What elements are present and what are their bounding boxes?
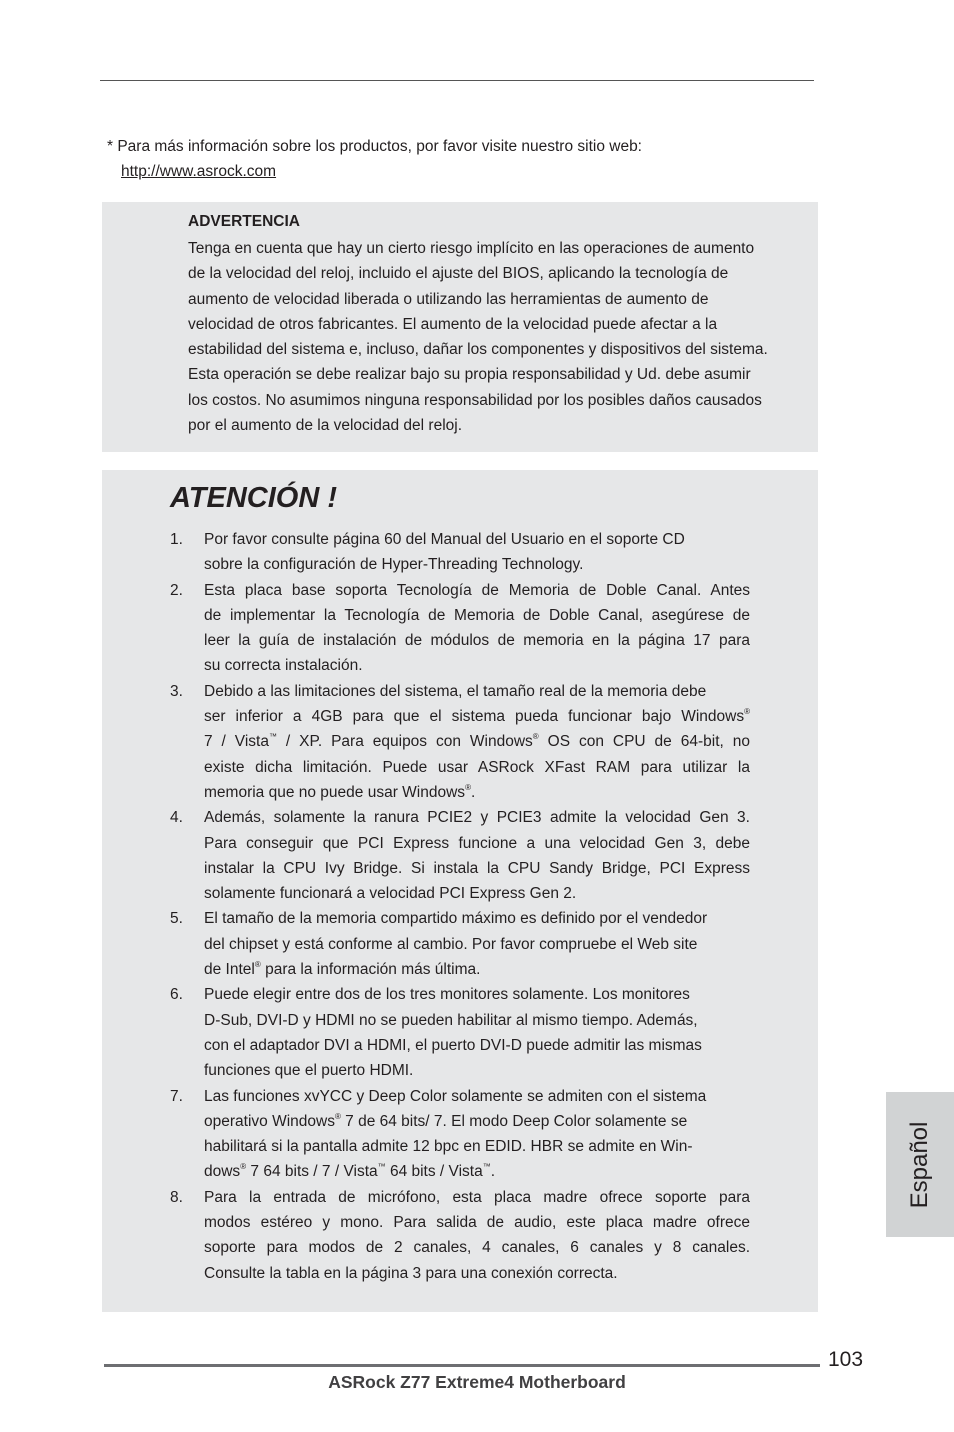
top-divider [100, 80, 814, 81]
page-number: 103 [828, 1348, 864, 1371]
list-item [170, 982, 750, 1083]
list-item-line: soporte para modos de 2 canales, 4 canales, 6 canales y 8 canales. [204, 1239, 750, 1257]
list-item [170, 906, 750, 982]
list-item-line: Por favor consulte página 60 del Manual del Usuario en el soporte CD [204, 531, 685, 548]
warning-line: velocidad de otros fabricantes. El aumento de la velocidad puede afectar a la [188, 315, 718, 333]
list-item-line: 7 / Vista™ / XP. Para equipos con Windows® OS con CPU de 64-bit, no [204, 732, 750, 751]
list-item-line: instalar la CPU Ivy Bridge. Si instala la CPU Sandy Bridge, PCI Express [204, 859, 750, 877]
list-item-line: El tamaño de la memoria compartido máximo es definido por el vendedor [204, 910, 708, 928]
warning-title: ADVERTENCIA [188, 213, 300, 230]
list-item-line: solamente funcionará a velocidad PCI Express Gen 2. [204, 885, 577, 903]
list-item-line: D-Sub, DVI-D y HDMI no se pueden habilitar al mismo tiempo. Además, [204, 1011, 698, 1029]
warning-line: estabilidad del sistema e, incluso, dañar los componentes y dispositivos del sistema. [188, 341, 768, 359]
website-link[interactable]: http://www.asrock.com [121, 163, 277, 180]
list-item-number: 6. [170, 986, 183, 1004]
list-item-line: Para conseguir que PCI Express funcione a una velocidad Gen 3, debe [204, 834, 750, 852]
attention-list [170, 527, 750, 1286]
list-item-line: Además, solamente la ranura PCIE2 y PCIE3 admite la velocidad Gen 3. [204, 809, 750, 827]
list-item [170, 805, 750, 906]
info-note [107, 134, 642, 184]
list-item-number: 8. [170, 1188, 183, 1206]
list-item-line: Puede elegir entre dos de los tres monitores solamente. Los monitores [204, 986, 690, 1004]
list-item-line: habilitará si la pantalla admite 12 bpc en EDID. HBR se admite en Win- [204, 1138, 693, 1156]
list-item-number: 7. [170, 1087, 183, 1105]
list-item-line: existe dicha limitación. Puede usar ASRock XFast RAM para utilizar la [204, 758, 750, 776]
list-item-line: Consulte la tabla en la página 3 para una conexión correcta. [204, 1264, 618, 1282]
list-item-line: de Intel® para la información más última. [204, 960, 481, 979]
list-item [170, 527, 750, 578]
warning-line: aumento de velocidad liberada o utilizando las herramientas de aumento de [188, 290, 709, 308]
list-item-line: con el adaptador DVI a HDMI, el puerto DVI-D puede admitir las mismas [204, 1036, 702, 1054]
language-tab-label: Español [906, 1121, 933, 1208]
list-item-line: Para la entrada de micrófono, esta placa madre ofrece soporte para [204, 1188, 750, 1206]
list-item-line: sobre la configuración de Hyper-Threading Technology. [204, 556, 584, 574]
bottom-divider [104, 1364, 820, 1367]
language-tab [886, 1092, 954, 1237]
list-item-line: su correcta instalación. [204, 657, 363, 675]
list-item-line: Debido a las limitaciones del sistema, el tamaño real de la memoria debe [204, 682, 707, 700]
list-item-number: 4. [170, 809, 183, 827]
list-item-line: operativo Windows® 7 de 64 bits/ 7. El modo Deep Color solamente se [204, 1111, 688, 1130]
warning-line: los costos. No asumimos ninguna responsabilidad por los posibles daños causados [188, 391, 762, 409]
list-item-line: ser inferior a 4GB para que el sistema pueda funcionar bajo Windows® [204, 707, 750, 726]
list-item-number: 3. [170, 682, 183, 700]
warning-line: Tenga en cuenta que hay un cierto riesgo implícito en las operaciones de aumento [188, 240, 755, 257]
list-item-number: 2. [170, 581, 183, 599]
warning-line: Esta operación se debe realizar bajo su propia responsabilidad y Ud. debe asumir [188, 366, 751, 384]
list-item-number: 5. [170, 910, 183, 928]
list-item [170, 1084, 750, 1185]
list-item [170, 578, 750, 679]
footer-title: ASRock Z77 Extreme4 Motherboard [328, 1372, 626, 1392]
info-note-text: * Para más información sobre los productos, por favor visite nuestro sitio web: [107, 138, 642, 155]
list-item [170, 1185, 750, 1286]
list-item-line: Esta placa base soporta Tecnología de Memoria de Doble Canal. Antes [204, 581, 750, 599]
list-item-line: memoria que no puede usar Windows®. [204, 782, 476, 801]
warning-line: por el aumento de la velocidad del reloj. [188, 417, 463, 435]
list-item-line: Las funciones xvYCC y Deep Color solamente se admiten con el sistema [204, 1087, 707, 1105]
list-item-line: modos estéreo y mono. Para salida de audio, este placa madre ofrece [204, 1214, 750, 1232]
list-item-line: de implementar la Tecnología de Memoria de Doble Canal, asegúrese de [204, 606, 750, 624]
list-item-line: del chipset y está conforme al cambio. Por favor compruebe el Web site [204, 935, 698, 953]
warning-body [188, 236, 828, 438]
list-item-line: leer la guía de instalación de módulos de memoria en la página 17 para [204, 632, 750, 650]
list-item-number: 1. [170, 531, 183, 548]
attention-title: ATENCIÓN ! [170, 482, 338, 514]
list-item-line: dows® 7 64 bits / 7 / Vista™ 64 bits / Vista™. [204, 1162, 496, 1181]
list-item [170, 679, 750, 805]
warning-line: de la velocidad del reloj, incluido el ajuste del BIOS, aplicando la tecnología de [188, 265, 729, 283]
list-item-line: funciones que el puerto HDMI. [204, 1062, 414, 1080]
